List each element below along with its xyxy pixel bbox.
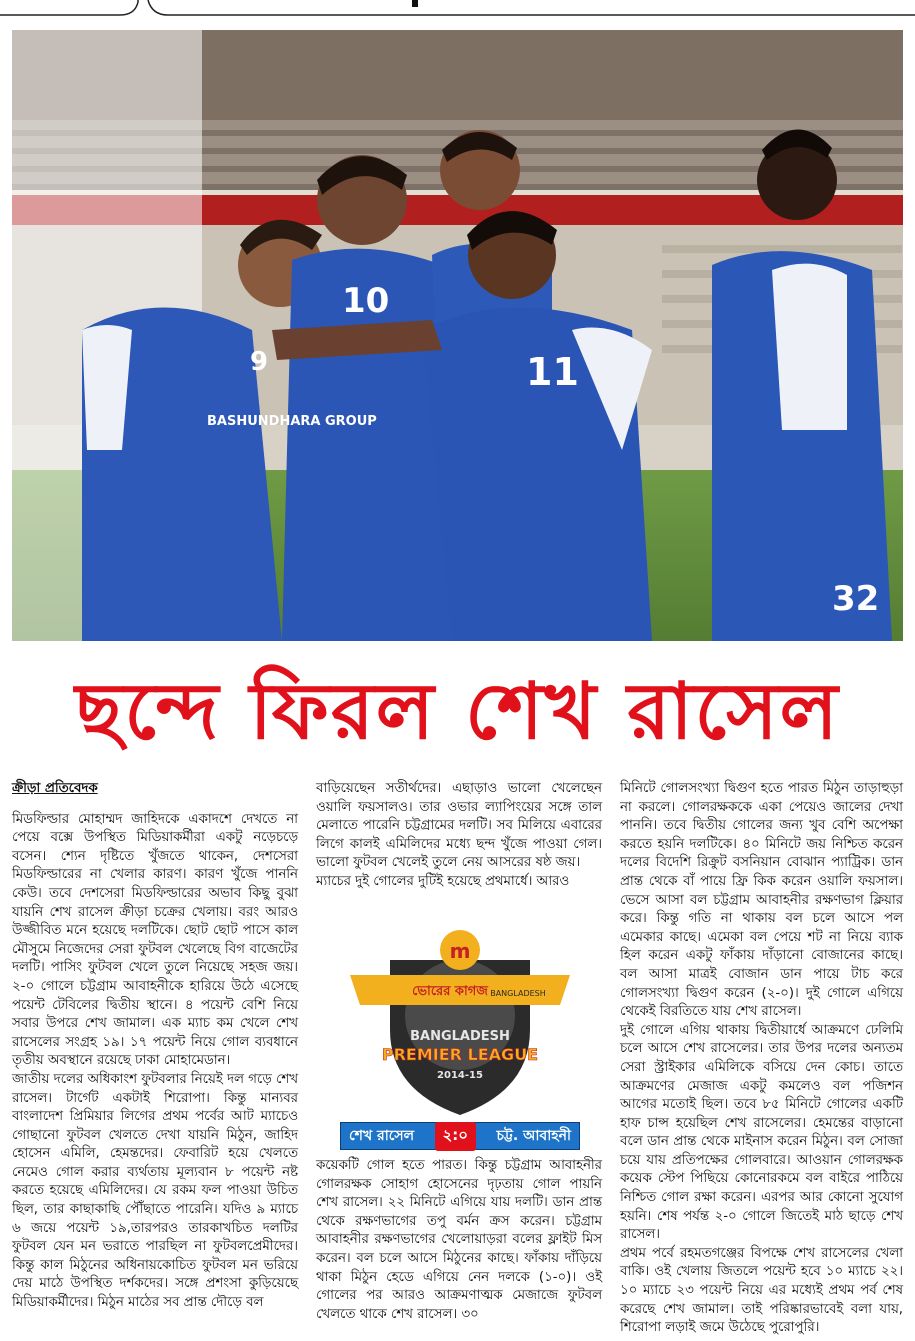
article-column-2 <box>316 780 602 892</box>
paragraph: মিনিটে গোলসংখ্যা দ্বিগুণ হতে পারত মিঠুন তাড়াহুড়া না করলে। গোলরক্ষককে একা পেয়েও জালের দেখা পাননি। তবে দ্বিতীয় গোলের জন্য খুব বেশি অপেক্ষা করতে হয়নি দলটিকে। ৪০ মিনিটে জয় নিশ্চিত করেন দলের বিদেশি রিক্রুট বসনিয়ান বোঝান প্যাট্রিক। ডান প্রান্ত থেকে বাঁ পায়ে ফ্রি কিক করেন ওয়ালি ফয়সাল। ভেসে আসা বল চট্টগ্রাম আবাহনীর রক্ষণভাগ ক্লিয়ার করে। কিন্তু গতি না থাকায় বল চলে আসে পল এমেকার কাছে। এমেকা বল পেয়ে শট না নিয়ে ব্যাক হিল করেন একটু ফাঁকায় দাঁড়ানো বোজানের কাছে। বল আসা মাত্রই বোজান ডান পায়ে টাচ করে গোলসংখ্যা দ্বিগুণ করেন (২-০)। দুই গোলে এগিয়ে থেকেই বিরতিতে যায় শেখ রাসেল। <box>620 781 903 1020</box>
headline: ছন্দে ফিরল শেখ রাসেল <box>75 667 840 757</box>
article-column-2-continued <box>316 1157 602 1324</box>
logo-country: BANGLADESH <box>490 989 546 998</box>
score-bar <box>340 1122 580 1150</box>
logo-league-line2: PREMIER LEAGUE <box>381 1045 539 1064</box>
score-home-team: শেখ রাসেল <box>349 1128 415 1144</box>
logo-season: 2014-15 <box>437 1070 483 1081</box>
jersey-number-9: 9 <box>250 347 269 377</box>
paragraph: জাতীয় দলের অধিকাংশ ফুটবলার নিয়েই দল গড়ে শেখ রাসেল। টার্গেট একটাই শিরোপা। কিন্তু মান্যবর বাংলাদেশ প্রিমিয়ার লিগের প্রথম পর্বের আট ম্যাচেও গোছানো ফুটবল খেলতে দেখা যায়নি মিঠুন, জাহিদ হোসেন এমিলি, হেমন্তদের। ফেবারিট হয়ে খেলতে নেমেও গোল করার ব্যর্থতায় মূল্যবান ৮ পয়েন্ট নষ্ট করতে হয়েছে এমিলিদের। যে রকম ফল পাওয়া উচিত ছিল, তার কাছাকাছি পৌঁছাতে পারেনি। যদিও ৯ ম্যাচে ৬ জয়ে পয়েন্ট ১৯,তারপরও তারকাখচিত দলটির ফুটবল যেন মন ভরাতে পারছিল না ফুটবলপ্রেমীদের। কিন্তু কাল মিঠুনের অধিনায়কোচিত ফুটবল মন ভরিয়ে দেয় মাঠে উপস্থিত দর্শকদের। সঙ্গে প্রশংসা কুড়িয়েছে মিডিয়াকর্মীদের। মিঠুন মাঠের সব প্রান্ত দৌড়ে বল <box>12 1071 298 1311</box>
paragraph: বাড়িয়েছেন সতীর্থদের। এছাড়াও ভালো খেলেছেন ওয়ালি ফয়সালও। তার ওভার ল্যাপিংয়ের সঙ্গে তাল মেলাতে পারেনি চট্টগ্রামের দলটি। সব মিলিয়ে এবারের লিগে কালই এমিলিদের মধ্যে ছন্দ খুঁজে পাওয়া গেল। ভালো ফুটবল খেলেই তুলে নেয় আসরের ষষ্ঠ জয়। <box>316 781 602 871</box>
paragraph: দুই গোলে এগিয় থাকায় দ্বিতীয়ার্ধে আক্রমণে ঢেলিমি চলে আসে শেখ রাসেলের। তার উপর দলের অন্যতম সেরা স্ট্রাইকার এমিলিকে বসিয়ে দেন কোচ। তাতে আক্রমণের মেজাজ একটু কমলেও বল পজিশন আগের মতোই ছিল। তবে ৮৫ মিনিটে গোলের একটি হাফ চান্স হয়েছিল শেখ রাসেলের। হেমন্তের বাড়ানো বলে ডান প্রান্ত থেকে মাইনাস করেন মিঠুন। বল সোজা চয়ে যায় প্রতিপক্ষের গোলবারে। আওয়ান গোলরক্ষক কয়েক স্টেপ পিছিয়ে কোনোরকমে বল বাইরে পাঠিয়ে নিশ্চিত গোল রক্ষা করেন। এরপর আর কোনো সুযোগ হয়নি। শেষ পর্যন্ত ২-০ গোলে জিতেই মাঠ ছাড়ে শেখ রাসেল। <box>620 1022 903 1243</box>
league-logo <box>340 920 580 1145</box>
jersey-number-11: 11 <box>526 350 579 394</box>
sponsor-text: BASHUNDHARA GROUP <box>207 414 377 429</box>
jersey-number-32: 32 <box>832 579 880 619</box>
page-header-frame <box>0 0 915 20</box>
article-column-1 <box>12 780 298 1313</box>
article-column-3 <box>620 780 903 1338</box>
score-away-team: চট্ট. আবাহনী <box>496 1128 571 1144</box>
svg-text:m: m <box>449 939 471 963</box>
team-celebration-photo <box>12 30 903 641</box>
paragraph: প্রথম পর্বে রহমতগঞ্জের বিপক্ষে শেখ রাসেলের খেলা বাকি। ওই খেলায় জিতলে পয়েন্ট হবে ১০ ম্যাচে ২২। ১০ ম্যাচে ২৩ পয়েন্ট নিয়ে এর মধ্যেই প্রথম পর্ব শেষ করেছে শেখ জামাল। তাই পরিষ্কারভাবেই বলা যায়, শিরোপা লড়াই জমে উঠেছে পুরোপুরি। <box>620 1245 903 1336</box>
byline: ক্রীড়া প্রতিবেদক <box>12 781 98 796</box>
paragraph: মিডফিল্ডার মোহাম্মদ জাহিদকে একাদশে দেখতে না পেয়ে বক্সে উপস্থিত মিডিয়াকর্মীরা একটু নড়েচড়ে বসেন। শ্যেন দৃষ্টিতে খুঁজতে থাকেন, দেশসেরা মিডফিল্ডারের না খেলার কারণ। কারণ খুঁজে পাননি কেউ। তবে দেশসেরা মিডফিল্ডারের অভাব কিছু বুঝা যায়নি শেখ রাসেল ক্রীড়া চক্রের খেলায়। বরং আরও উজ্জীবিত মনে হয়েছে দলটিকে। ছোট ছোট পাসে কাল মৌসুমে নিজেদের সেরা ফুটবল খেলেছে বিগ বাজেটের দলটি। পাসিং ফুটবল খেলে তুলে নিয়েছে সহজ জয়। ২-০ গোলে চট্টগ্রাম আবাহনীকে হারিয়ে উঠে এসেছে পয়েন্ট টেবিলের দ্বিতীয় স্থানে। ৪ পয়েন্ট বেশি নিয়ে সবার উপরে শেখ জামাল। এক ম্যাচ কম খেলে শেখ রাসেলের সংগ্রহ ১৯। ১৭ পয়েন্ট নিয়ে গোল ব্যবধানে তৃতীয় অবস্থানে রয়েছে ঢাকা মোহামেডান। <box>12 811 298 1069</box>
paragraph: ম্যাচের দুই গোলের দুটিই হয়েছে প্রথমার্ধে। আরও <box>316 873 570 889</box>
jersey-number-10: 10 <box>342 281 390 321</box>
logo-league-line1: BANGLADESH <box>410 1029 510 1044</box>
score-result: ২:০ <box>435 1122 477 1151</box>
logo-bangla-name: ভোরের কাগজ <box>412 984 488 999</box>
paragraph: কয়েকটি গোল হতে পারত। কিন্তু চট্টগ্রাম আবাহনীর গোলরক্ষক সোহাগ হোসেনের দৃঢ়তায় গোল পায়নি শেখ রাসেল। ২২ মিনিটে এগিয়ে যায় দলটি। ডান প্রান্ত থেকে রক্ষণভাগের তপু বর্মন ক্রস করেন। চট্টগ্রাম আবাহনীর রক্ষণভাগের খেলোয়াড়রা বলের ফ্লাইট মিস করেন। বল চলে আসে মিঠুনের কাছে। ফাঁকায় দাঁড়িয়ে থাকা মিঠুন হেডে এগিয়ে নেন দলকে (১-০)। ওই গোলের পর আরও আক্রমণাত্মক মেজাজে ফুটবল খেলতে থাকে শেখ রাসেল। ৩০ <box>316 1158 602 1322</box>
